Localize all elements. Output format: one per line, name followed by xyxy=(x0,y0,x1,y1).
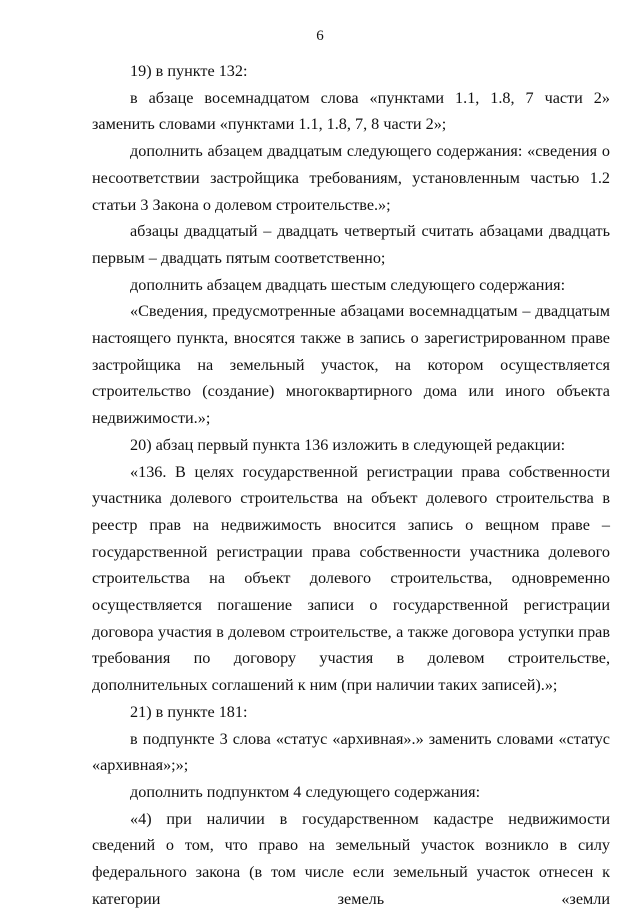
paragraph-item-19-header: 19) в пункте 132: xyxy=(130,62,248,80)
paragraph-abzac-18-replace: в абзаце восемнадцатом слова «пунктами 1.1, 1.8, 7 части 2» заменить словами «пунктами 1.1, 1.8, 7, 8 части 2»; xyxy=(92,88,610,134)
page-number: 6 xyxy=(316,28,324,44)
paragraph-subitem-3-replace: в подпункте 3 слова «статус «архивная».» заменить словами «статус «архивная»;»; xyxy=(92,729,610,775)
paragraph-quote-subitem-4: «4) при наличии в государственном кадастре недвижимости сведений о том, что право на земельный участок возникло в силу федерального закона (в том числе если земельный участок отнесен к категории земель «земли xyxy=(92,809,610,908)
document-body xyxy=(92,58,610,913)
paragraph-item-20-header: 20) абзац первый пункта 136 изложить в следующей редакции: xyxy=(130,435,566,454)
paragraph-add-abzac-20: дополнить абзацем двадцатым следующего содержания: «сведения о несоответствии застройщика требованиям, установленным частью 1.2 статьи 3 Закона о долевом строительстве.»; xyxy=(92,142,610,214)
paragraph-quote-svedeniya: «Сведения, предусмотренные абзацами восемнадцатым – двадцатым настоящего пункта, вносятся также в запись о зарегистрированном праве застройщика на земельный участок, на котором осуществляется строительство (создание) многоквартирного дома или иного объекта недвижимости.»; xyxy=(92,302,610,428)
paragraph-add-subitem-4: дополнить подпунктом 4 следующего содержания: xyxy=(130,782,481,801)
paragraph-renumber-abzacs: абзацы двадцатый – двадцать четвертый считать абзацами двадцать первым – двадцать пятым соответственно; xyxy=(92,222,610,267)
paragraph-item-21-header: 21) в пункте 181: xyxy=(130,702,248,721)
paragraph-quote-136: «136. В целях государственной регистрации права собственности участника долевого строительства на объект долевого строительства в реестр прав на недвижимость вносится запись о вещном праве – государственной регистрации права собственности участника долевого строительства на объект долевого строительства, одновременно осуществляется погашение записи о государственной регистрации договора участия в долевом строительстве, а также договора уступки прав требования по договору участия в долевом строительстве, дополнительных соглашений к ним (при наличии таких записей).»; xyxy=(92,462,610,695)
paragraph-add-abzac-26: дополнить абзацем двадцать шестым следующего содержания: xyxy=(130,275,566,294)
